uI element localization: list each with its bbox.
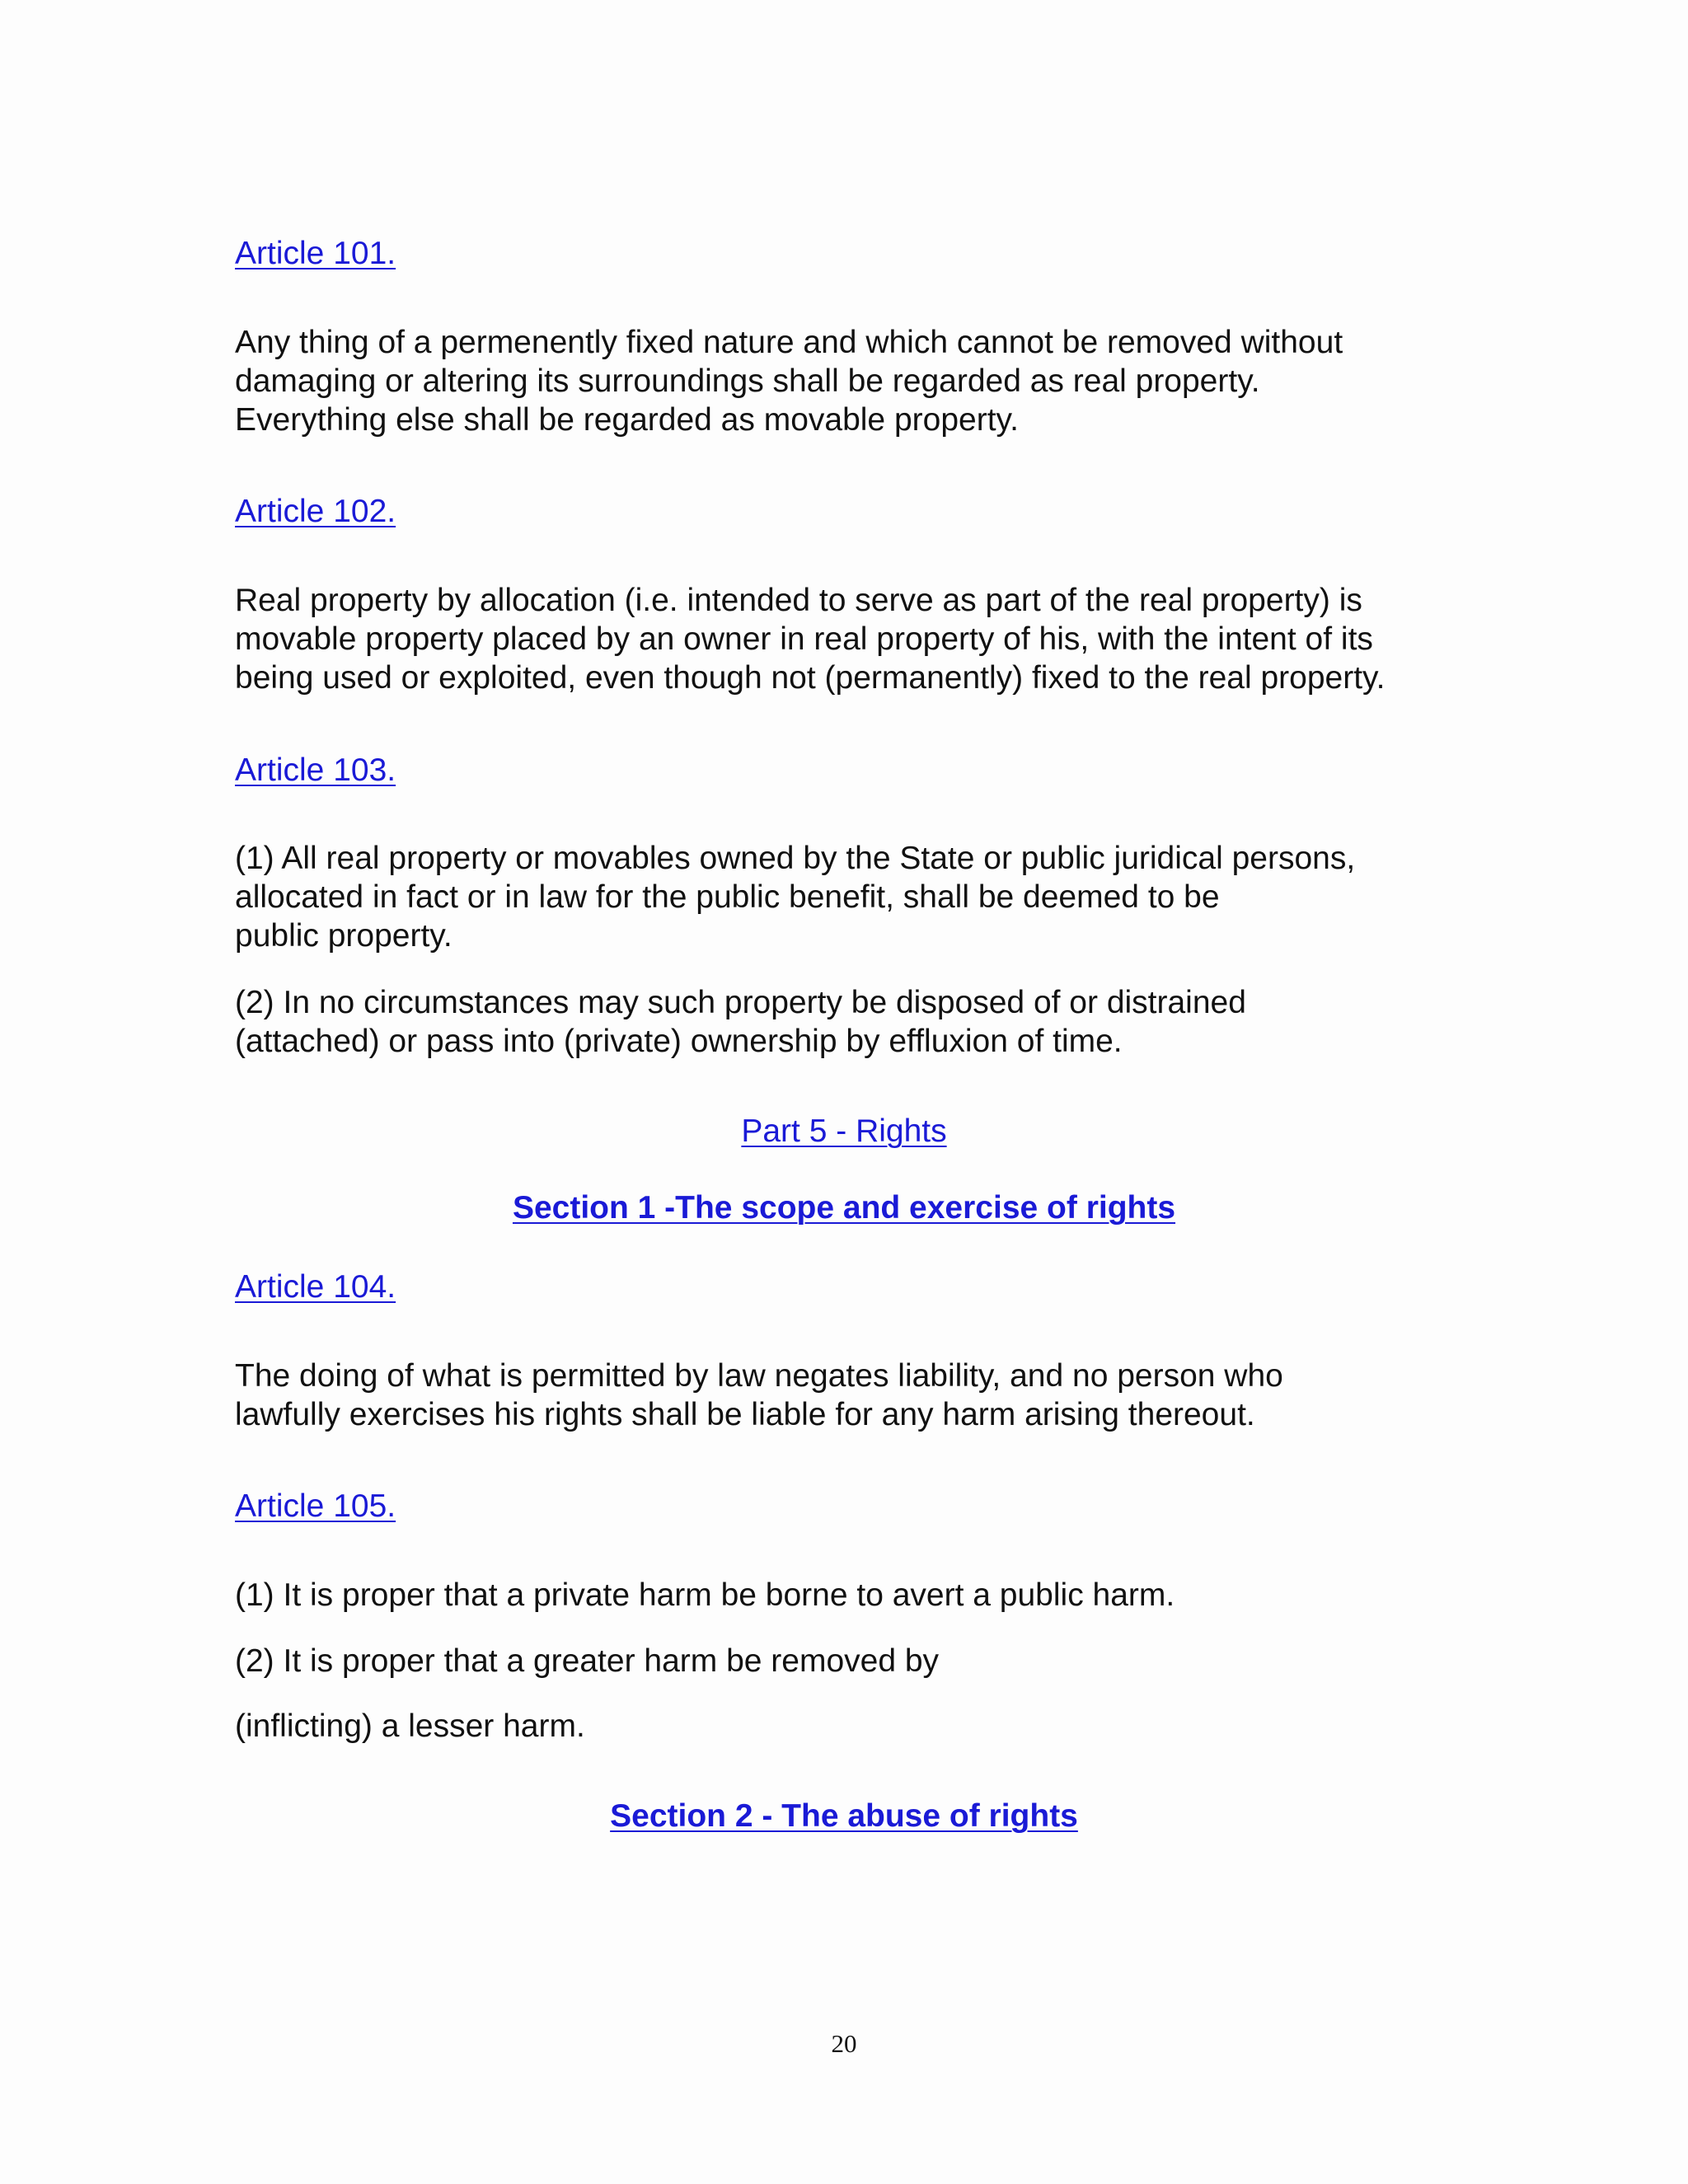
section-1-heading <box>0 1188 1688 1227</box>
text-line: Any thing of a permenently fixed nature and which cannot be removed without <box>235 325 1343 360</box>
text-line: lawfully exercises his rights shall be liable for any harm arising thereout. <box>235 1397 1255 1432</box>
text-line: (attached) or pass into (private) ownership by effluxion of time. <box>235 1024 1123 1059</box>
article-105-paragraph-3 <box>235 1707 585 1746</box>
text-line: damaging or altering its surroundings shall be regarded as real property. <box>235 363 1260 399</box>
article-105-link[interactable]: Article 105. <box>235 1488 396 1524</box>
text-line: being used or exploited, even though not (permanently) fixed to the real property. <box>235 660 1386 696</box>
page-number: 20 <box>831 2029 857 2058</box>
part-heading <box>0 1112 1688 1151</box>
text-line: public property. <box>235 918 452 954</box>
article-103-paragraph-2 <box>235 983 1246 1061</box>
article-105-paragraph-2 <box>235 1642 939 1680</box>
text-line: The doing of what is permitted by law negates liability, and no person who <box>235 1358 1283 1394</box>
text-line: (2) It is proper that a greater harm be removed by <box>235 1643 940 1679</box>
article-105-paragraph-1 <box>235 1576 1175 1615</box>
part-5-link[interactable]: Part 5 - Rights <box>741 1113 947 1149</box>
section-1-link[interactable]: Section 1 -The scope and exercise of rights <box>512 1190 1176 1226</box>
text-line: Real property by allocation (i.e. intended to serve as part of the real property) is <box>235 583 1362 618</box>
article-102-text <box>235 581 1385 697</box>
text-line: Everything else shall be regarded as movable property. <box>235 402 1019 438</box>
article-101-link[interactable]: Article 101. <box>235 236 396 271</box>
article-103-paragraph-1 <box>235 839 1355 955</box>
section-2-heading <box>0 1797 1688 1835</box>
text-line: (inflicting) a lesser harm. <box>235 1708 585 1744</box>
text-line: (1) It is proper that a private harm be borne to avert a public harm. <box>235 1577 1175 1613</box>
section-2-link[interactable]: Section 2 - The abuse of rights <box>610 1798 1078 1834</box>
article-104-text <box>235 1357 1283 1434</box>
article-102-link[interactable]: Article 102. <box>235 494 396 529</box>
article-101-text <box>235 323 1343 439</box>
article-103-link[interactable]: Article 103. <box>235 752 396 788</box>
text-line: movable property placed by an owner in real property of his, with the intent of its <box>235 621 1373 657</box>
text-line: allocated in fact or in law for the public benefit, shall be deemed to be <box>235 879 1220 915</box>
text-line: (1) All real property or movables owned by the State or public juridical persons, <box>235 841 1356 876</box>
text-line: (2) In no circumstances may such property be disposed of or distrained <box>235 985 1246 1020</box>
article-104-link[interactable]: Article 104. <box>235 1269 396 1305</box>
